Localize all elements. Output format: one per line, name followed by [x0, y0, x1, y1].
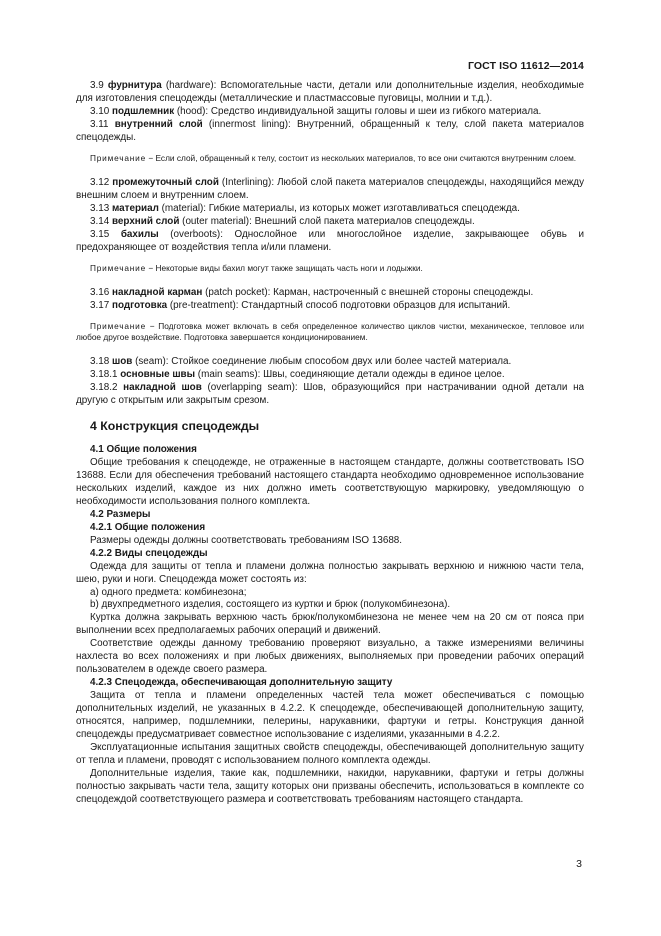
section-4-2-2-title: 4.2.2 Виды спецодежды — [90, 547, 208, 559]
term-definition: (innermost lining): Внутренний, обращенный к телу, слой пакета материалов спецодежды. — [76, 118, 584, 143]
term-definition: (hood): Средство индивидуальной защиты головы и шеи из гибкого материала. — [174, 105, 542, 117]
term-number: 3.11 — [90, 118, 109, 130]
note-label: Примечание — [90, 320, 147, 331]
term-3-15 — [76, 229, 584, 255]
term-3-10 — [76, 106, 584, 119]
term-name: шов — [111, 356, 133, 368]
term-definition: (main seams): Швы, соединяющие детали одежды в единое целое. — [195, 369, 505, 381]
note-text: − Подготовка может включать в себя определенное количество циклов чистки, механическое, тепловое или любое другое воздействие. Подготовка завершается кондиционированием. — [76, 320, 584, 342]
note-label: Примечание — [90, 262, 147, 273]
term-3-17 — [76, 300, 584, 313]
term-3-9 — [76, 80, 584, 106]
note-overboots — [76, 263, 584, 274]
term-name: подшлемник — [111, 105, 175, 117]
term-name: бахилы — [120, 228, 159, 240]
term-number: 3.17 — [90, 299, 110, 311]
page-content — [76, 80, 584, 807]
term-3-13 — [76, 203, 584, 216]
section-4-2-1-paragraph: Размеры одежды должны соответствовать требованиям ISO 13688. — [90, 534, 403, 546]
term-number: 3.9 — [90, 80, 104, 91]
term-number: 3.18.2 — [90, 382, 118, 394]
term-name: материал — [111, 202, 159, 214]
term-name: промежуточный слой — [112, 176, 219, 188]
term-name: подготовка — [111, 299, 168, 311]
term-number: 3.13 — [90, 202, 110, 214]
term-number: 3.10 — [90, 105, 110, 117]
term-definition: (pre-treatment): Стандартный способ подготовки образцов для испытаний. — [167, 299, 511, 311]
term-name: внутренний слой — [114, 118, 203, 130]
term-definition: (overboots): Однослойное или многослойное изделие, закрывающее обувь и предохраняющее от воздействия тепла и/или пламени. — [76, 228, 584, 253]
term-definition: (material): Гибкие материалы, из которых может изготавливаться спецодежда. — [158, 202, 520, 214]
term-name: накладной шов — [123, 382, 202, 394]
standard-header: ГОСТ ISO 11612—2014 — [467, 60, 584, 72]
section-4-2-2-paragraph-2: Куртка должна закрывать верхнюю часть брюк/полукомбинезона не менее чем на 20 см от пояса при выполнении всех предполагаемых рабочих операций и движений. — [76, 612, 584, 637]
section-4-2-3-paragraph-3: Дополнительные изделия, такие как, подшлемники, накидки, нарукавники, фартуки и гетры должны полностью закрывать части тела, защиту которых они призваны обеспечить, использоваться в комплекте со спецодеждой соответствующего размера и соответствовать требованиям настоящего стандарта. — [76, 767, 584, 805]
list-item-a: a) одного предмета: комбинезона; — [90, 586, 247, 598]
section-4-2-1-title: 4.2.1 Общие положения — [90, 521, 206, 533]
term-definition: (seam): Стойкое соединение любым способом двух или более частей материала. — [132, 356, 512, 368]
term-number: 3.12 — [90, 176, 110, 188]
section-4-2-title: 4.2 Размеры — [90, 508, 151, 520]
section-4-2-3-paragraph-2: Эксплуатационные испытания защитных свойств спецодежды, обеспечивающей дополнительную защиту от тепла и пламени, проводят с использованием полного комплекта одежды. — [76, 741, 584, 766]
term-3-18-2 — [76, 382, 584, 408]
term-3-16 — [76, 287, 584, 300]
section-4-2-3-paragraph: Защита от тепла и пламени определенных частей тела может обеспечиваться с помощью дополнительных изделий, не указанных в 4.2.2. К спецодежде, обеспечивающей дополнительную защиту, относятся, например, подшлемники, пелерины, нарукавники, фартуки и гетры. Конструкция данной спецодежды предусматривает совместное использование с изделиями, указанными в 4.2.2. — [76, 690, 584, 740]
note-label: Примечание — [90, 152, 147, 163]
term-definition: (outer material): Внешний слой пакета материалов спецодежды. — [179, 215, 475, 227]
term-definition: (hardware): Вспомогательные части, детали или дополнительные изделия, необходимые для изготовления спецодежды (металлические и пластмассовые пуговицы, молнии и т.д.). — [76, 80, 584, 104]
note-inner-layer — [76, 153, 584, 164]
term-definition: (Interlining): Любой слой пакета материалов спецодежды, находящийся между внешним слоем и внутренним слоем. — [76, 176, 585, 201]
term-name: фурнитура — [107, 80, 162, 91]
section-4-title: 4 Конструкция спецодежды — [90, 419, 260, 434]
section-4-2-2-paragraph-3: Соответствие одежды данному требованию проверяют визуально, а также измерениями величины нахлеста во всех положениях и при любых движениях, выполняемых при проведении рабочих операций пользователем в одежде своего размера. — [76, 638, 584, 676]
term-number: 3.16 — [90, 286, 110, 298]
term-3-18 — [76, 356, 584, 369]
list-item-b: b) двухпредметного изделия, состоящего из куртки и брюк (полукомбинезона). — [90, 599, 451, 611]
term-name: верхний слой — [111, 215, 180, 227]
term-definition: (patch pocket): Карман, настроченный с внешней стороны спецодежды. — [202, 286, 534, 298]
section-4-1-title: 4.1 Общие положения — [90, 444, 197, 456]
section-4-2-2-paragraph: Одежда для защиты от тепла и пламени должна полностью закрывать верхнюю и нижнюю части тела, шею, руки и ноги. Спецодежда может состоять из: — [76, 560, 584, 585]
term-name: основные швы — [120, 369, 196, 381]
note-text: − Некоторые виды бахил могут также защищать часть ноги и лодыжки. — [146, 262, 423, 273]
term-name: накладной карман — [111, 286, 203, 298]
section-4-2-3-title: 4.2.3 Спецодежда, обеспечивающая дополнительную защиту — [90, 677, 393, 689]
section-4-1-paragraph: Общие требования к спецодежде, не отраженные в настоящем стандарте, должны соответствовать ISO 13688. Если для обеспечения требований настоящего стандарта необходимо одновременное использование нескольких изделий, каждое из них должно иметь соответствующую маркировку, уведомляющую о необходимости использования полного комплекта. — [76, 456, 584, 507]
note-pretreatment — [76, 321, 584, 343]
term-number: 3.15 — [90, 228, 110, 240]
note-text: − Если слой, обращенный к телу, состоит из нескольких материалов, то все они считаются внутренним слоем. — [146, 152, 577, 163]
term-number: 3.14 — [90, 215, 110, 227]
term-3-11 — [76, 119, 584, 145]
term-definition: (overlapping seam): Шов, образующийся при настрачивании одной детали на другую с открытым или закрытым срезом. — [76, 382, 585, 407]
page-number: 3 — [576, 858, 582, 870]
term-3-12 — [76, 177, 584, 203]
term-number: 3.18.1 — [90, 369, 118, 381]
term-3-14 — [76, 216, 584, 229]
term-3-18-1 — [76, 369, 584, 382]
term-number: 3.18 — [90, 356, 110, 368]
